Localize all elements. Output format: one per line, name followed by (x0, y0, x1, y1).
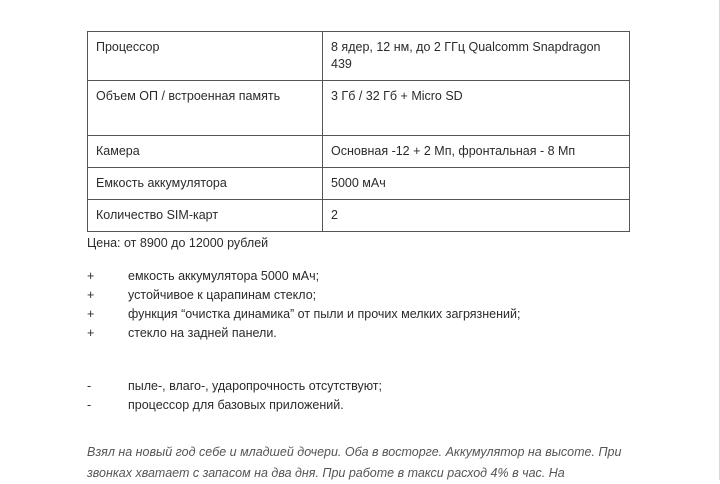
table-row (88, 200, 630, 232)
pro-text: емкость аккумулятора 5000 мАч; (128, 269, 320, 283)
plus-marker: + (87, 269, 95, 283)
minus-marker: - (87, 398, 92, 412)
spec-value-cpu: 8 ядер, 12 нм, до 2 ГГц Qualcomm Snapdragon 439 (323, 32, 630, 81)
spec-label-camera: Камера (88, 136, 323, 168)
table-row (88, 136, 630, 168)
specs-table (87, 31, 630, 232)
spec-value-sim: 2 (323, 200, 630, 232)
spec-value-camera: Основная -12 + 2 Мп, фронтальная - 8 Мп (323, 136, 630, 168)
review-text: Взял на новый год себе и младшей дочери. Оба в восторге. Аккумулятор на высоте. При звонках хватает с запасом на два дня. При работе в такси расход 4% в час. На (87, 445, 622, 480)
pro-text: устойчивое к царапинам стекло; (128, 288, 317, 302)
plus-marker: + (87, 307, 95, 321)
spec-label-battery: Емкость аккумулятора (88, 168, 323, 200)
table-row (88, 168, 630, 200)
con-text: процессор для базовых приложений. (128, 398, 344, 412)
spec-value-memory: 3 Гб / 32 Гб + Micro SD (323, 81, 630, 136)
plus-marker: + (87, 288, 95, 302)
minus-marker: - (87, 379, 92, 393)
plus-marker: + (87, 326, 95, 340)
con-text: пыле-, влаго-, ударопрочность отсутствуют; (128, 379, 382, 393)
spec-label-memory: Объем ОП / встроенная память (88, 81, 323, 136)
pro-text: стекло на задней панели. (128, 326, 277, 340)
spec-label-cpu: Процессор (88, 32, 323, 81)
pro-text: функция “очистка динамика” от пыли и прочих мелких загрязнений; (128, 307, 521, 321)
price-text: Цена: от 8900 до 12000 рублей (87, 236, 269, 250)
spec-value-battery: 5000 мАч (323, 168, 630, 200)
table-row (88, 32, 630, 81)
spec-label-sim: Количество SIM-карт (88, 200, 323, 232)
table-row (88, 81, 630, 136)
